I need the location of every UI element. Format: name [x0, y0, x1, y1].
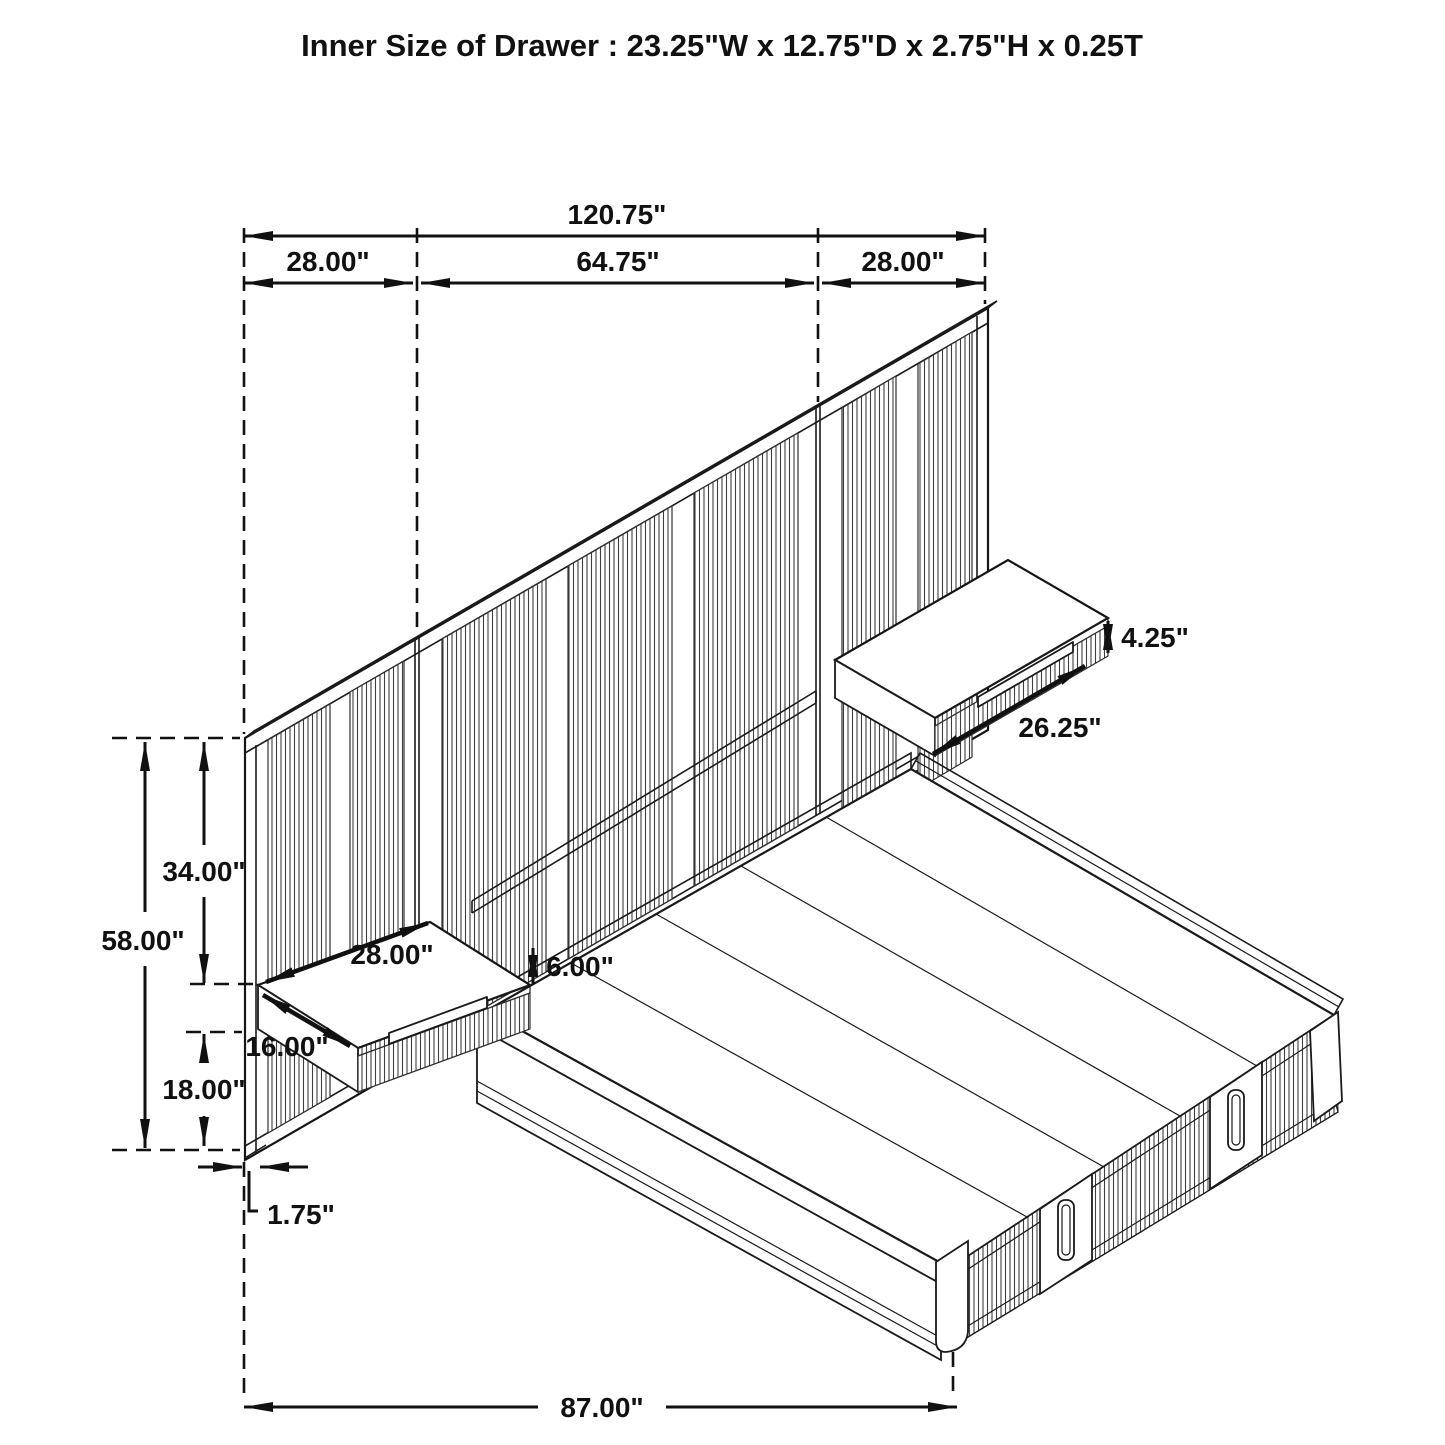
page-title: Inner Size of Drawer : 23.25"W x 12.75"D x 2.75"H x 0.25T	[301, 28, 1143, 63]
dim-bed-length: 87.00"	[560, 1392, 644, 1423]
dim-left-panel-width: 28.00"	[286, 246, 370, 277]
dim-right-panel-width: 28.00"	[861, 246, 945, 277]
drawer-handle-slot	[1058, 1200, 1074, 1260]
dim-overall-width: 120.75"	[567, 199, 667, 230]
dim-nightstand-to-bottom: 18.00"	[162, 1074, 246, 1105]
flute-band	[842, 376, 896, 832]
dim-top-to-nightstand: 34.00"	[162, 856, 246, 887]
dim-nightstand-width: 28.00"	[350, 939, 434, 970]
dim-nightstand-depth: 16.00"	[245, 1031, 329, 1062]
dim-panel-height: 58.00"	[101, 925, 185, 956]
flute-band	[694, 433, 798, 886]
flute-band	[568, 506, 672, 959]
dim-right-nightstand-height: 4.25"	[1121, 622, 1189, 653]
dim-right-nightstand-width: 26.25"	[1018, 712, 1102, 743]
drawer-handle-slot	[1228, 1090, 1244, 1150]
dim-center-width: 64.75"	[576, 246, 660, 277]
dim-nightstand-height: 6.00"	[546, 951, 614, 982]
bed-corner-post	[1310, 1012, 1342, 1121]
dim-panel-thickness: 1.75"	[267, 1199, 335, 1230]
